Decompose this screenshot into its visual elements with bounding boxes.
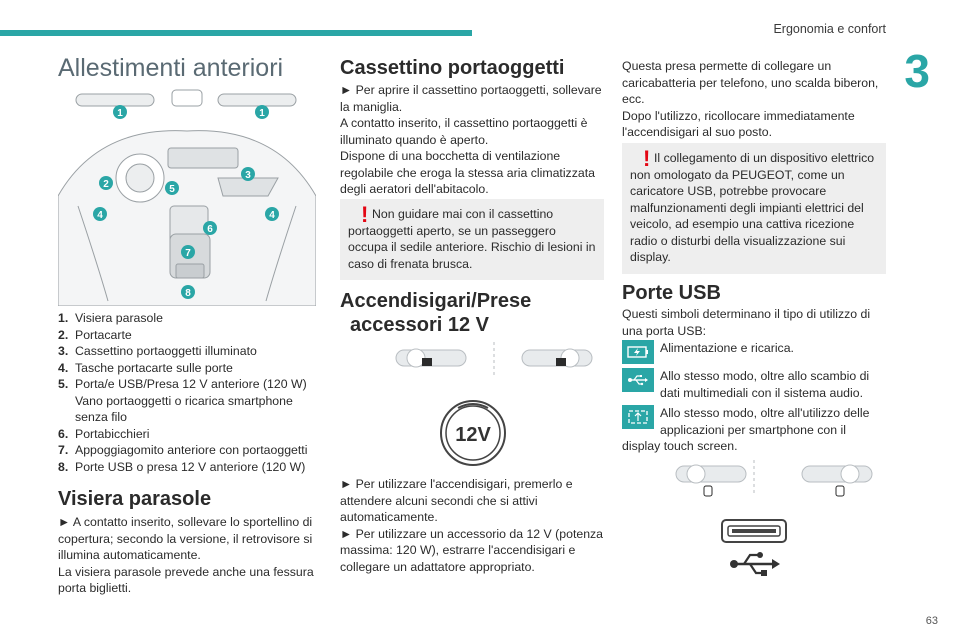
chapter-number: 3 <box>904 45 930 97</box>
svg-text:4: 4 <box>269 210 275 221</box>
warning-box <box>340 199 604 280</box>
warning-icon: ! <box>361 202 369 227</box>
charging-icon <box>622 340 654 364</box>
cassettino-paragraph: ► Per aprire il cassettino portaoggetti, sollevare la maniglia. <box>340 83 602 114</box>
list-item: 8. Porte USB o presa 12 V anteriore (120 W) <box>58 459 306 474</box>
section-title: Allestimenti anteriori <box>58 54 284 82</box>
usb-data-icon <box>622 368 654 392</box>
usb-symbol-row <box>622 340 886 364</box>
smartphone-app-icon <box>622 405 654 429</box>
cassettino-paragraph: Dispone di una bocchetta di ventilazione regolabile che eroga la stessa aria climatizzata degli aeratori dell'abitacolo. <box>340 149 595 196</box>
cabin-diagram <box>58 86 316 306</box>
socket-location-diagram <box>394 340 594 380</box>
socket-label: 12V <box>455 424 491 446</box>
usb-symbol-text: Allo stesso modo, oltre all'utilizzo delle applicazioni per smartphone con il display touch screen. <box>622 406 870 453</box>
visiera-heading: Visiera parasole <box>58 488 212 510</box>
list-item: 6. Portabicchieri <box>58 426 150 441</box>
cassettino-paragraph: A contatto inserito, il cassettino portaoggetti è illuminato quando è aperto. <box>340 116 588 147</box>
svg-text:7: 7 <box>185 248 191 259</box>
usb-symbol-row <box>622 405 886 455</box>
svg-text:1: 1 <box>117 108 123 119</box>
warning-icon: ! <box>643 146 651 171</box>
accendisigari-paragraph: ► Per utilizzare l'accendisigari, premerlo e attendere alcuni secondi che si attivi automaticamente. <box>340 477 573 524</box>
accendisigari-heading: Accendisigari/Prese accessori 12 V <box>340 290 532 336</box>
svg-text:4: 4 <box>97 210 103 221</box>
cassettino-heading: Cassettino portaoggetti <box>340 57 565 79</box>
list-item: 1. Visiera parasole <box>58 311 163 325</box>
usb-symbol-row <box>622 368 886 401</box>
accendisigari-paragraph: ► Per utilizzare un accessorio da 12 V (potenza massima: 120 W), estrarre l'accendisigari e collegare un adattatore appropriato. <box>340 526 604 574</box>
visiera-paragraph: La visiera parasole prevede anche una fessura porta biglietti. <box>58 564 314 595</box>
svg-text:8: 8 <box>185 288 191 299</box>
equipment-list <box>58 310 316 475</box>
usb-port-icon <box>714 518 794 582</box>
visiera-paragraph: ► A contatto inserito, sollevare lo sportellino di copertura; secondo la versione, il retrovisore si illumina automaticamente. <box>58 515 313 562</box>
list-item: 2. Portacarte <box>58 327 132 342</box>
svg-text:3: 3 <box>245 170 251 181</box>
list-item: 7. Appoggiagomito anteriore con portaoggetti <box>58 443 308 457</box>
chapter-title: Ergonomia e confort <box>773 22 886 36</box>
svg-text:2: 2 <box>103 179 109 190</box>
presa-paragraph: Dopo l'utilizzo, ricollocare immediatamente l'accendisigari al suo posto. <box>622 108 855 139</box>
warning-text: Il collegamento di un dispositivo elettrico non omologato da PEUGEOT, come un caricatore USB, potrebbe provocare malfunzionamenti degli impianti elettrici del veicolo, ad esempio una cattiva ricezione radio o disturbi della visualizzazione sui display. <box>630 151 875 264</box>
usb-location-diagram <box>674 458 874 498</box>
list-item: 4. Tasche portacarte sulle porte <box>58 360 233 375</box>
warning-box <box>622 143 886 274</box>
svg-text:6: 6 <box>207 224 213 235</box>
warning-text: Non guidare mai con il cassettino portaoggetti aperto, se un passeggero occupa il sedile anteriore. Rischio di lesioni in caso di frenata brusca. <box>348 207 596 271</box>
presa-paragraph: Questa presa permette di collegare un caricabatteria per telefono, uno scalda biberon, ecc. <box>622 59 879 106</box>
usb-intro: Questi simboli determinano il tipo di utilizzo di una porta USB: <box>622 307 871 338</box>
list-item: 5. Porta/e USB/Presa 12 V anteriore (120 W) Vano portaoggetti o ricarica smartphone senza filo <box>58 377 307 424</box>
usb-symbol-text: Allo stesso modo, oltre allo scambio di dati multimediali con il sistema audio. <box>660 369 870 400</box>
svg-text:1: 1 <box>259 108 265 119</box>
page-number: 63 <box>925 615 938 627</box>
list-item: 3. Cassettino portaoggetti illuminato <box>58 344 257 358</box>
usb-symbol-text: Alimentazione e ricarica. <box>660 341 794 355</box>
header-accent-bar <box>0 30 472 36</box>
usb-heading: Porte USB <box>622 282 721 304</box>
svg-text:5: 5 <box>169 184 175 195</box>
12v-socket-icon <box>438 398 508 468</box>
